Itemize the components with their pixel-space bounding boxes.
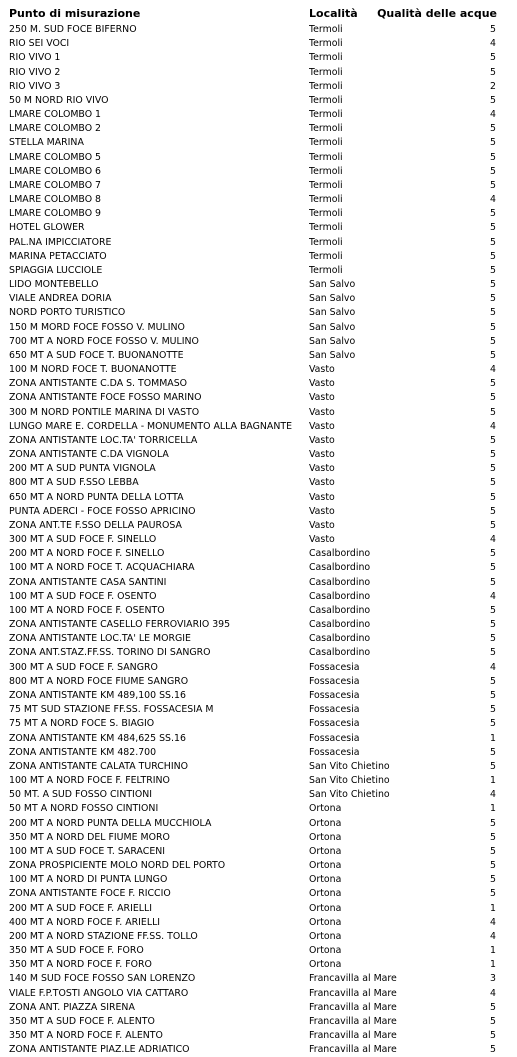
cell-location: San Salvo bbox=[309, 349, 356, 361]
cell-measurement-point: MARINA PETACCIATO bbox=[9, 250, 107, 262]
cell-measurement-point: ZONA ANTISTANTE C.DA S. TOMMASO bbox=[9, 378, 188, 390]
cell-location: Ortona bbox=[309, 803, 342, 815]
cell-location: Termoli bbox=[309, 264, 343, 276]
cell-location: Termoli bbox=[309, 208, 343, 220]
table-header bbox=[0, 5, 517, 23]
cell-measurement-point: 650 MT A SUD FOCE T. BUONANOTTE bbox=[9, 349, 184, 361]
cell-location: Fossacesia bbox=[309, 732, 360, 744]
cell-measurement-point: 75 MT SUD STAZIONE FF.SS. FOSSACESIA M bbox=[9, 704, 214, 716]
cell-water-quality: 5 bbox=[490, 675, 496, 687]
cell-location: Termoli bbox=[309, 179, 343, 191]
cell-location: San Salvo bbox=[309, 335, 356, 347]
cell-measurement-point: 700 MT A NORD FOCE FOSSO V. MULINO bbox=[9, 335, 199, 347]
cell-water-quality: 5 bbox=[490, 1001, 496, 1013]
cell-water-quality: 4 bbox=[490, 109, 496, 121]
table-row bbox=[0, 122, 517, 136]
table-row bbox=[0, 420, 517, 434]
table-row bbox=[0, 448, 517, 462]
cell-water-quality: 4 bbox=[490, 38, 496, 50]
cell-location: Ortona bbox=[309, 845, 342, 857]
table-row bbox=[0, 406, 517, 420]
table-row bbox=[0, 732, 517, 746]
cell-water-quality: 5 bbox=[490, 264, 496, 276]
cell-water-quality: 5 bbox=[490, 718, 496, 730]
cell-location: Fossacesia bbox=[309, 689, 360, 701]
cell-water-quality: 5 bbox=[490, 477, 496, 489]
cell-water-quality: 4 bbox=[490, 194, 496, 206]
cell-location: Termoli bbox=[309, 194, 343, 206]
table-row bbox=[0, 561, 517, 575]
cell-measurement-point: 300 MT A SUD FOCE F. SANGRO bbox=[9, 661, 158, 673]
table-row bbox=[0, 817, 517, 831]
cell-measurement-point: 800 MT A SUD F.SSO LEBBA bbox=[9, 477, 139, 489]
cell-measurement-point: 200 MT A SUD PUNTA VIGNOLA bbox=[9, 463, 156, 475]
cell-location: Francavilla al Mare bbox=[309, 1030, 397, 1042]
cell-location: Ortona bbox=[309, 831, 342, 843]
cell-water-quality: 5 bbox=[490, 860, 496, 872]
cell-location: Vasto bbox=[309, 519, 335, 531]
cell-location: Termoli bbox=[309, 80, 343, 92]
cell-measurement-point: STELLA MARINA bbox=[9, 137, 84, 149]
cell-location: San Salvo bbox=[309, 321, 356, 333]
table-row bbox=[0, 23, 517, 37]
cell-measurement-point: ZONA ANTISTANTE FOCE F. RICCIO bbox=[9, 888, 171, 900]
table-row bbox=[0, 675, 517, 689]
cell-location: Vasto bbox=[309, 463, 335, 475]
cell-measurement-point: 650 MT A NORD PUNTA DELLA LOTTA bbox=[9, 491, 184, 503]
table-row bbox=[0, 264, 517, 278]
cell-water-quality: 5 bbox=[490, 619, 496, 631]
table-row bbox=[0, 321, 517, 335]
cell-measurement-point: 200 MT A NORD STAZIONE FF.SS. TOLLO bbox=[9, 930, 198, 942]
table-row bbox=[0, 66, 517, 80]
cell-water-quality: 5 bbox=[490, 434, 496, 446]
cell-location: Termoli bbox=[309, 165, 343, 177]
cell-measurement-point: ZONA ANT.STAZ.FF.SS. TORINO DI SANGRO bbox=[9, 647, 211, 659]
cell-water-quality: 5 bbox=[490, 165, 496, 177]
cell-water-quality: 3 bbox=[490, 973, 496, 985]
table-row bbox=[0, 972, 517, 986]
cell-measurement-point: PUNTA ADERCI - FOCE FOSSO APRICINO bbox=[9, 505, 196, 517]
table-row bbox=[0, 746, 517, 760]
cell-measurement-point: LMARE COLOMBO 1 bbox=[9, 109, 102, 121]
cell-water-quality: 5 bbox=[490, 604, 496, 616]
cell-water-quality: 5 bbox=[490, 378, 496, 390]
cell-water-quality: 1 bbox=[490, 775, 496, 786]
cell-measurement-point: VIALE F.P.TOSTI ANGOLO VIA CATTARO bbox=[9, 987, 189, 999]
table-row bbox=[0, 1001, 517, 1015]
cell-water-quality: 4 bbox=[490, 987, 496, 999]
table-row bbox=[0, 1043, 517, 1057]
cell-location: Vasto bbox=[309, 364, 335, 376]
cell-location: San Salvo bbox=[309, 293, 356, 305]
cell-water-quality: 5 bbox=[490, 24, 496, 35]
cell-location: San Vito Chietino bbox=[309, 760, 390, 772]
cell-water-quality: 4 bbox=[490, 930, 496, 942]
table-row bbox=[0, 887, 517, 901]
cell-measurement-point: 200 MT A NORD PUNTA DELLA MUCCHIOLA bbox=[9, 817, 212, 829]
cell-measurement-point: 100 MT A SUD FOCE T. SARACENI bbox=[9, 845, 166, 857]
table-row bbox=[0, 590, 517, 604]
cell-water-quality: 5 bbox=[490, 123, 496, 135]
header-location: Località bbox=[309, 7, 358, 20]
cell-measurement-point: LUNGO MARE E. CORDELLA - MONUMENTO ALLA BAGNANTE bbox=[9, 420, 293, 432]
table-row bbox=[0, 236, 517, 250]
cell-measurement-point: ZONA ANTISTANTE C.DA VIGNOLA bbox=[9, 449, 169, 461]
cell-water-quality: 4 bbox=[490, 916, 496, 928]
cell-location: Vasto bbox=[309, 392, 335, 404]
cell-measurement-point: LMARE COLOMBO 2 bbox=[9, 123, 102, 135]
cell-water-quality: 1 bbox=[490, 803, 496, 815]
cell-location: Termoli bbox=[309, 109, 343, 121]
table-row bbox=[0, 873, 517, 887]
cell-location: Vasto bbox=[309, 420, 335, 432]
cell-location: Termoli bbox=[309, 52, 343, 64]
cell-water-quality: 1 bbox=[490, 945, 496, 957]
cell-measurement-point: ZONA ANTISTANTE KM 482.700 bbox=[9, 746, 157, 758]
cell-water-quality: 5 bbox=[490, 746, 496, 758]
cell-water-quality: 5 bbox=[490, 222, 496, 234]
cell-measurement-point: ZONA ANT. PIAZZA SIRENA bbox=[9, 1001, 135, 1013]
cell-water-quality: 5 bbox=[490, 576, 496, 588]
cell-measurement-point: 400 MT A NORD FOCE F. ARIELLI bbox=[9, 916, 161, 928]
cell-water-quality: 5 bbox=[490, 279, 496, 291]
table-row bbox=[0, 859, 517, 873]
cell-water-quality: 1 bbox=[490, 959, 496, 971]
cell-measurement-point: 200 MT A SUD FOCE F. ARIELLI bbox=[9, 902, 152, 914]
table-row bbox=[0, 505, 517, 519]
cell-measurement-point: 50 MT A NORD FOSSO CINTIONI bbox=[9, 803, 159, 815]
cell-measurement-point: LIDO MONTEBELLO bbox=[9, 279, 99, 291]
cell-water-quality: 5 bbox=[490, 307, 496, 319]
cell-measurement-point: ZONA ANTISTANTE PIAZ.LE ADRIATICO bbox=[9, 1044, 190, 1056]
cell-measurement-point: LMARE COLOMBO 9 bbox=[9, 208, 102, 220]
cell-water-quality: 4 bbox=[490, 420, 496, 432]
header-measurement-point: Punto di misurazione bbox=[9, 7, 141, 20]
cell-location: Casalbordino bbox=[309, 590, 371, 602]
cell-location: Casalbordino bbox=[309, 619, 371, 631]
cell-measurement-point: SPIAGGIA LUCCIOLE bbox=[9, 264, 103, 276]
cell-location: Vasto bbox=[309, 378, 335, 390]
cell-location: Vasto bbox=[309, 477, 335, 489]
cell-measurement-point: ZONA ANTISTANTE KM 484,625 SS.16 bbox=[9, 732, 186, 744]
cell-location: Ortona bbox=[309, 959, 342, 971]
table-row bbox=[0, 462, 517, 476]
cell-location: Ortona bbox=[309, 916, 342, 928]
cell-measurement-point: ZONA ANTISTANTE CASA SANTINI bbox=[9, 576, 167, 588]
cell-measurement-point: 100 MT A NORD DI PUNTA LUNGO bbox=[9, 874, 168, 886]
cell-measurement-point: ZONA ANTISTANTE KM 489,100 SS.16 bbox=[9, 689, 186, 701]
cell-location: Ortona bbox=[309, 902, 342, 914]
cell-location: Termoli bbox=[309, 151, 343, 163]
table-row bbox=[0, 916, 517, 930]
cell-measurement-point: 800 MT A NORD FOCE FIUME SANGRO bbox=[9, 675, 189, 687]
cell-water-quality: 5 bbox=[490, 66, 496, 78]
table-row bbox=[0, 987, 517, 1001]
table-row bbox=[0, 278, 517, 292]
table-row bbox=[0, 760, 517, 774]
cell-water-quality: 4 bbox=[490, 590, 496, 602]
cell-water-quality: 4 bbox=[490, 661, 496, 673]
cell-measurement-point: RIO VIVO 1 bbox=[9, 52, 61, 64]
cell-measurement-point: 50 M NORD RIO VIVO bbox=[9, 94, 109, 106]
cell-location: Termoli bbox=[309, 94, 343, 106]
table-row bbox=[0, 902, 517, 916]
cell-location: Vasto bbox=[309, 505, 335, 517]
cell-measurement-point: RIO SEI VOCI bbox=[9, 38, 70, 50]
cell-measurement-point: LMARE COLOMBO 5 bbox=[9, 151, 102, 163]
cell-measurement-point: 75 MT A NORD FOCE S. BIAGIO bbox=[9, 718, 155, 730]
cell-measurement-point: 350 MT A NORD FOCE F. FORO bbox=[9, 959, 152, 971]
cell-measurement-point: RIO VIVO 2 bbox=[9, 66, 61, 78]
cell-location: Fossacesia bbox=[309, 675, 360, 687]
cell-location: Fossacesia bbox=[309, 746, 360, 758]
cell-measurement-point: ZONA ANTISTANTE CASELLO FERROVIARIO 395 bbox=[9, 619, 231, 631]
cell-water-quality: 5 bbox=[490, 349, 496, 361]
cell-measurement-point: NORD PORTO TURISTICO bbox=[9, 307, 126, 319]
cell-location: Termoli bbox=[309, 250, 343, 262]
table-row bbox=[0, 930, 517, 944]
cell-location: San Vito Chietino bbox=[309, 775, 390, 786]
cell-water-quality: 5 bbox=[490, 250, 496, 262]
table-row bbox=[0, 958, 517, 972]
cell-location: Termoli bbox=[309, 236, 343, 248]
cell-measurement-point: 300 MT A SUD FOCE F. SINELLO bbox=[9, 534, 157, 546]
cell-measurement-point: 350 MT A NORD FOCE F. ALENTO bbox=[9, 1030, 163, 1042]
cell-water-quality: 4 bbox=[490, 364, 496, 376]
cell-water-quality: 5 bbox=[490, 449, 496, 461]
cell-location: Ortona bbox=[309, 888, 342, 900]
cell-water-quality: 5 bbox=[490, 831, 496, 843]
cell-location: Vasto bbox=[309, 406, 335, 418]
cell-water-quality: 5 bbox=[490, 519, 496, 531]
table-row bbox=[0, 576, 517, 590]
table-row bbox=[0, 250, 517, 264]
table-row bbox=[0, 136, 517, 150]
cell-location: Casalbordino bbox=[309, 647, 371, 659]
cell-water-quality: 5 bbox=[490, 817, 496, 829]
cell-location: Ortona bbox=[309, 874, 342, 886]
cell-location: Termoli bbox=[309, 24, 343, 35]
cell-measurement-point: ZONA ANTISTANTE FOCE FOSSO MARINO bbox=[9, 392, 202, 404]
cell-water-quality: 5 bbox=[490, 505, 496, 517]
cell-water-quality: 5 bbox=[490, 335, 496, 347]
cell-location: Ortona bbox=[309, 945, 342, 957]
cell-measurement-point: ZONA ANTISTANTE LOC.TA' LE MORGIE bbox=[9, 633, 191, 645]
cell-water-quality: 5 bbox=[490, 94, 496, 106]
table-row bbox=[0, 207, 517, 221]
cell-measurement-point: 350 MT A SUD FOCE F. ALENTO bbox=[9, 1015, 155, 1027]
cell-location: Fossacesia bbox=[309, 718, 360, 730]
table-row bbox=[0, 632, 517, 646]
cell-location: San Salvo bbox=[309, 279, 356, 291]
table-row bbox=[0, 646, 517, 660]
table-row bbox=[0, 306, 517, 320]
cell-measurement-point: 140 M SUD FOCE FOSSO SAN LORENZO bbox=[9, 973, 196, 985]
cell-water-quality: 5 bbox=[490, 760, 496, 772]
cell-water-quality: 5 bbox=[490, 888, 496, 900]
cell-water-quality: 5 bbox=[490, 1015, 496, 1027]
cell-location: Casalbordino bbox=[309, 604, 371, 616]
cell-measurement-point: ZONA PROSPICIENTE MOLO NORD DEL PORTO bbox=[9, 860, 226, 872]
cell-water-quality: 5 bbox=[490, 293, 496, 305]
table-row bbox=[0, 944, 517, 958]
cell-measurement-point: LMARE COLOMBO 6 bbox=[9, 165, 102, 177]
cell-water-quality: 5 bbox=[490, 179, 496, 191]
cell-location: Termoli bbox=[309, 137, 343, 149]
cell-location: Casalbordino bbox=[309, 633, 371, 645]
cell-measurement-point: 100 MT A NORD FOCE T. ACQUACHIARA bbox=[9, 562, 195, 574]
cell-location: Ortona bbox=[309, 860, 342, 872]
table-row bbox=[0, 363, 517, 377]
table-row bbox=[0, 292, 517, 306]
cell-location: Termoli bbox=[309, 38, 343, 50]
table-row bbox=[0, 434, 517, 448]
cell-location: Vasto bbox=[309, 449, 335, 461]
table-row bbox=[0, 476, 517, 490]
cell-water-quality: 5 bbox=[490, 647, 496, 659]
cell-location: Casalbordino bbox=[309, 548, 371, 560]
table-row bbox=[0, 37, 517, 51]
cell-measurement-point: RIO VIVO 3 bbox=[9, 80, 61, 92]
cell-measurement-point: 250 M. SUD FOCE BIFERNO bbox=[9, 24, 137, 35]
table-row bbox=[0, 491, 517, 505]
cell-location: Ortona bbox=[309, 817, 342, 829]
cell-measurement-point: 300 M NORD PONTILE MARINA DI VASTO bbox=[9, 406, 200, 418]
cell-water-quality: 5 bbox=[490, 845, 496, 857]
cell-location: Francavilla al Mare bbox=[309, 1015, 397, 1027]
cell-measurement-point: LMARE COLOMBO 8 bbox=[9, 194, 102, 206]
table-row bbox=[0, 689, 517, 703]
cell-location: Termoli bbox=[309, 222, 343, 234]
cell-water-quality: 4 bbox=[490, 534, 496, 546]
cell-measurement-point: ZONA ANTISTANTE CALATA TURCHINO bbox=[9, 760, 188, 772]
cell-water-quality: 5 bbox=[490, 689, 496, 701]
cell-measurement-point: 150 M MORD FOCE FOSSO V. MULINO bbox=[9, 321, 185, 333]
table-row bbox=[0, 193, 517, 207]
cell-water-quality: 1 bbox=[490, 732, 496, 744]
cell-measurement-point: 100 M NORD FOCE T. BUONANOTTE bbox=[9, 364, 177, 376]
cell-location: Francavilla al Mare bbox=[309, 1001, 397, 1013]
cell-location: San Vito Chietino bbox=[309, 789, 390, 801]
cell-location: Vasto bbox=[309, 491, 335, 503]
cell-water-quality: 5 bbox=[490, 321, 496, 333]
table-row bbox=[0, 179, 517, 193]
table-row bbox=[0, 165, 517, 179]
table-row bbox=[0, 788, 517, 802]
cell-location: Francavilla al Mare bbox=[309, 987, 397, 999]
cell-water-quality: 5 bbox=[490, 1030, 496, 1042]
cell-measurement-point: LMARE COLOMBO 7 bbox=[9, 179, 102, 191]
cell-location: Ortona bbox=[309, 930, 342, 942]
table-row bbox=[0, 80, 517, 94]
table-row bbox=[0, 519, 517, 533]
cell-water-quality: 4 bbox=[490, 789, 496, 801]
cell-water-quality: 5 bbox=[490, 236, 496, 248]
table-row bbox=[0, 802, 517, 816]
cell-water-quality: 5 bbox=[490, 633, 496, 645]
table-row bbox=[0, 604, 517, 618]
cell-water-quality: 5 bbox=[490, 1044, 496, 1056]
cell-water-quality: 5 bbox=[490, 52, 496, 64]
cell-location: Fossacesia bbox=[309, 661, 360, 673]
cell-location: Casalbordino bbox=[309, 576, 371, 588]
table-row bbox=[0, 108, 517, 122]
table-row bbox=[0, 221, 517, 235]
cell-location: Casalbordino bbox=[309, 562, 371, 574]
cell-measurement-point: 100 MT A SUD FOCE F. OSENTO bbox=[9, 590, 157, 602]
table-row bbox=[0, 533, 517, 547]
table-row bbox=[0, 1015, 517, 1029]
table-row bbox=[0, 391, 517, 405]
cell-location: Francavilla al Mare bbox=[309, 973, 397, 985]
cell-measurement-point: PAL.NA IMPICCIATORE bbox=[9, 236, 112, 248]
cell-measurement-point: 100 MT A NORD FOCE F. OSENTO bbox=[9, 604, 165, 616]
table-row bbox=[0, 377, 517, 391]
cell-location: Fossacesia bbox=[309, 704, 360, 716]
cell-measurement-point: HOTEL GLOWER bbox=[9, 222, 85, 234]
cell-water-quality: 5 bbox=[490, 208, 496, 220]
cell-water-quality: 5 bbox=[490, 491, 496, 503]
table-row bbox=[0, 661, 517, 675]
cell-measurement-point: VIALE ANDREA DORIA bbox=[9, 293, 112, 305]
cell-location: Vasto bbox=[309, 534, 335, 546]
table-row bbox=[0, 717, 517, 731]
table-row bbox=[0, 845, 517, 859]
table-row bbox=[0, 349, 517, 363]
cell-measurement-point: ZONA ANTISTANTE LOC.TA' TORRICELLA bbox=[9, 434, 198, 446]
cell-measurement-point: ZONA ANT.TE F.SSO DELLA PAUROSA bbox=[9, 519, 182, 531]
cell-water-quality: 5 bbox=[490, 406, 496, 418]
cell-water-quality: 5 bbox=[490, 562, 496, 574]
cell-measurement-point: 350 MT A SUD FOCE F. FORO bbox=[9, 945, 144, 957]
cell-measurement-point: 200 MT A NORD FOCE F. SINELLO bbox=[9, 548, 165, 560]
cell-location: Francavilla al Mare bbox=[309, 1044, 397, 1056]
table-row bbox=[0, 1029, 517, 1043]
cell-measurement-point: 100 MT A NORD FOCE F. FELTRINO bbox=[9, 775, 170, 786]
cell-location: Termoli bbox=[309, 123, 343, 135]
table-row bbox=[0, 94, 517, 108]
cell-measurement-point: 350 MT A NORD DEL FIUME MORO bbox=[9, 831, 170, 843]
cell-water-quality: 5 bbox=[490, 151, 496, 163]
table-row bbox=[0, 618, 517, 632]
table-row bbox=[0, 151, 517, 165]
cell-water-quality: 5 bbox=[490, 137, 496, 149]
cell-water-quality: 2 bbox=[490, 80, 496, 92]
cell-water-quality: 5 bbox=[490, 874, 496, 886]
table-row bbox=[0, 703, 517, 717]
cell-water-quality: 5 bbox=[490, 392, 496, 404]
cell-water-quality: 5 bbox=[490, 548, 496, 560]
table-row bbox=[0, 831, 517, 845]
table-row bbox=[0, 774, 517, 788]
cell-water-quality: 5 bbox=[490, 704, 496, 716]
header-water-quality: Qualità delle acque bbox=[377, 7, 497, 20]
cell-location: Vasto bbox=[309, 434, 335, 446]
table-row bbox=[0, 547, 517, 561]
cell-water-quality: 1 bbox=[490, 902, 496, 914]
cell-measurement-point: 50 MT. A SUD FOSSO CINTIONI bbox=[9, 789, 152, 801]
table-row bbox=[0, 335, 517, 349]
cell-water-quality: 5 bbox=[490, 463, 496, 475]
cell-location: Termoli bbox=[309, 66, 343, 78]
cell-location: San Salvo bbox=[309, 307, 356, 319]
table-row bbox=[0, 51, 517, 65]
